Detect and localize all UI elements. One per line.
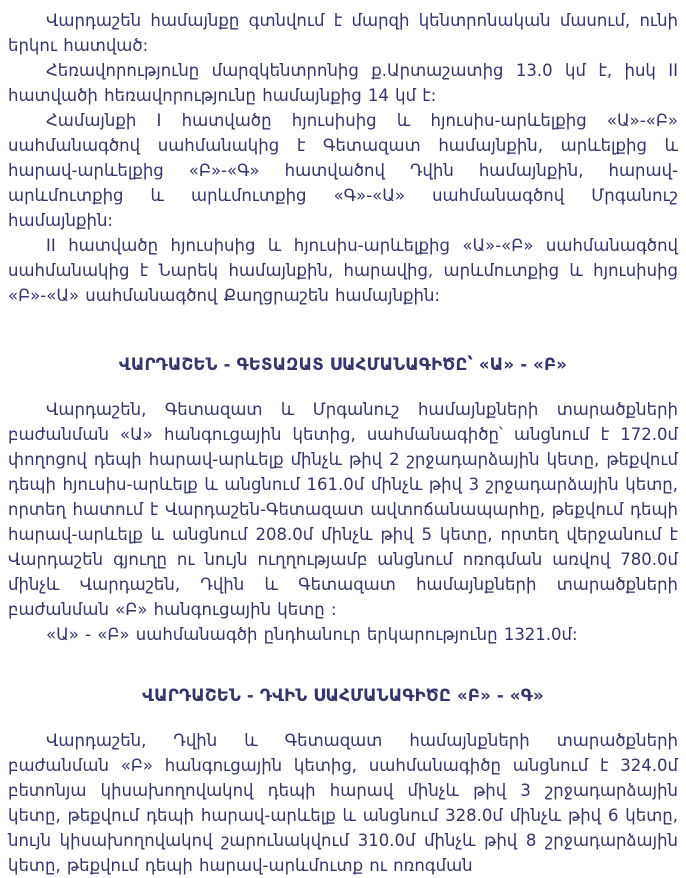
paragraph-border-ab-description: Վարդաշեն, Գետազատ և Մրգանուշ համայնքների տարածքների բաժանման «Ա» հանգուցային կետից, սահմանագիծը՝ անցնում է 172.0մ փողոցով դեպի հարավ-արևելք մինչև թիվ 2 շրջադարձային կետը, թեքվում դեպի հյուսիս-արևելք և անցնում 161.0մ մինչև թիվ 3 շրջադարձային կետը, որտեղ հատում է Վարդաշեն-Գետազատ ավտոճանապարհը, թեքվում դեպի հարավ-արևելք և անցնում 208.0մ մինչև թիվ 5 կետը, որտեղ վերջանում է Վարդաշեն գյուղը ու նույն ուղղությամբ անցնում ոռոգման առվով 780.0մ մինչև Վարդաշեն, Դվին և Գետազատ համայնքների տարածքների բաժանման «Բ» հանգուցային կետը : bbox=[8, 400, 678, 619]
section-heading-vardashen-dvin: ՎԱՐԴԱՇԵՆ - ԴՎԻՆ ՍԱՀՄԱՆԱԳԻԾԸ «Բ» - «Գ» bbox=[142, 686, 544, 705]
paragraph-section-one-borders: Համայնքի I հատվածը հյուսիսից և հյուսիս-արևելքից «Ա»-«Բ» սահմանագծով սահմանակից է Գետազատ համայնքին, արևելքից և հարավ-արևելքից «Բ»-«Գ» հատվածով Դվին համայնքին, հարավ-արևմուտքից և արևմուտքից «Գ»-«Ա» սահմանագծով Մրգանուշ համայնքին: bbox=[8, 111, 678, 230]
paragraph-distance-info: Հեռավորությունը մարզկենտրոնից ք.Արտաշատից 13.0 կմ է, իսկ II հատվածի հեռավորությունը համայնքից 14 կմ է: bbox=[8, 61, 678, 105]
paragraph-border-bg-description: Վարդաշեն, Դվին և Գետազատ համայնքների տարածքների բաժանման «Բ» հանգուցային կետից, սահմանագիծը անցնում է 324.0մ բետոնյա կիսախողովակով դեպի հարավ մինչև թիվ 3 շրջադարձային կետը, թեքվում դեպի հարավ-արևելք և անցնում 328.0մ մինչև թիվ 6 կետը, նույն կիսախողովակով շարունակվում 310.0մ մինչև թիվ 8 շրջադարձային կետը, թեքվում դեպի հարավ-արևմուտք ու ոռոգման bbox=[8, 731, 678, 875]
paragraph-community-intro: Վարդաշեն համայնքը գտնվում է մարզի կենտրոնական մասում, ունի երկու հատված: bbox=[8, 11, 678, 55]
paragraph-section-two-borders: II հատվածը հյուսիսից և հյուսիս-արևելքից «Ա»-«Բ» սահմանագծով սահմանակից է Նարեկ համայնքին, հարավից, արևմուտքից և հյուսիսից «Բ»-«Ա» սահմանագծով Քաղցրաշեն համայնքին: bbox=[8, 236, 678, 305]
section-heading-vardashen-getazat: ՎԱՐԴԱՇԵՆ - ԳԵՏԱԶԱՏ ՍԱՀՄԱՆԱԳԻԾԸ՝ «Ա» - «Բ» bbox=[118, 355, 568, 374]
paragraph-border-ab-total-length: «Ա» - «Բ» սահմանագծի ընդհանուր երկարությունը 1321.0մ: bbox=[46, 625, 578, 644]
